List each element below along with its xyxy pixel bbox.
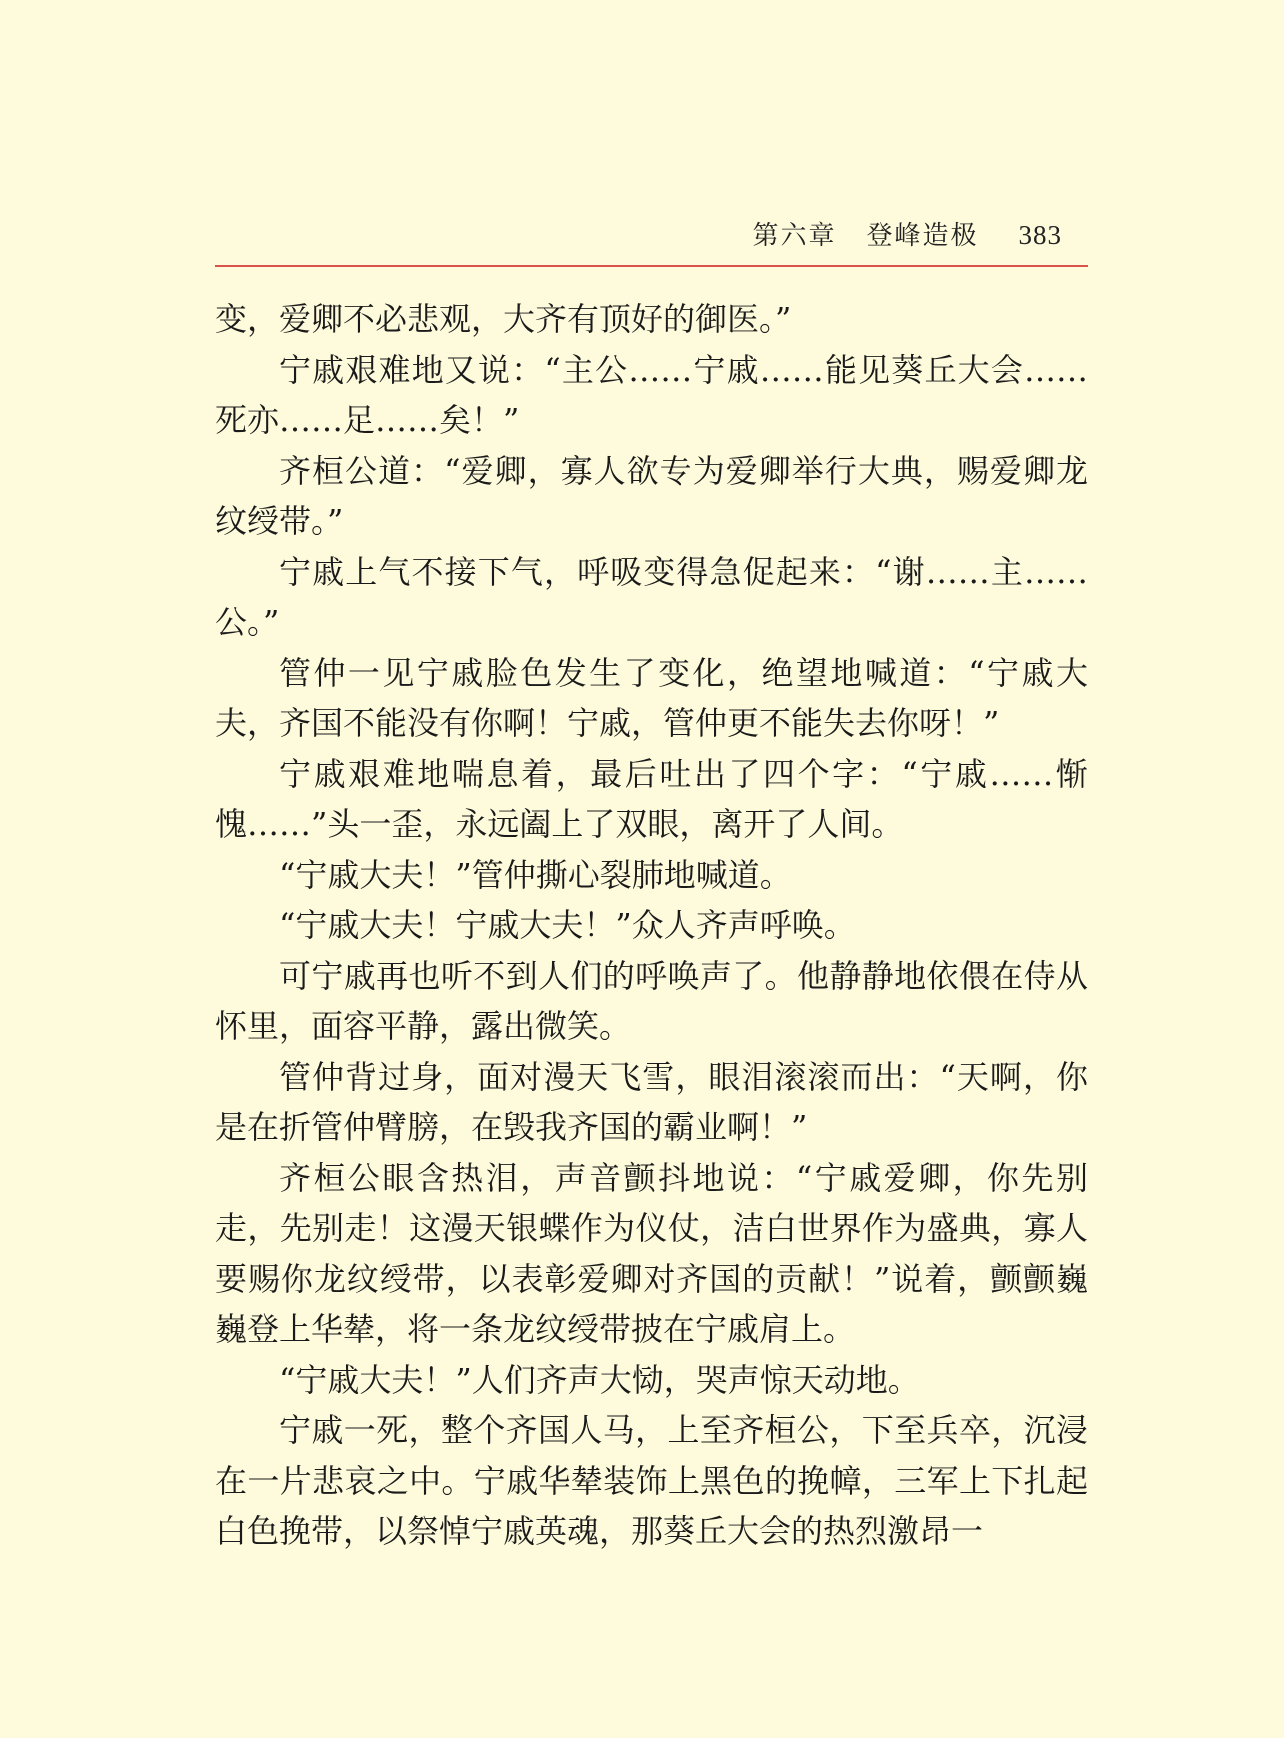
- paragraph: 变，爱卿不必悲观，大齐有顶好的御医。”: [215, 300, 792, 338]
- paragraph: 可宁戚再也听不到人们的呼唤声了。他静静地依偎在侍从怀里，面容平静，露出微笑。: [215, 956, 1088, 1045]
- chapter-label: 第六章: [752, 221, 837, 251]
- paragraph: 宁戚上气不接下气，呼吸变得急促起来：“谢……主……公。”: [215, 552, 1088, 641]
- paragraph: 宁戚艰难地又说：“主公……宁戚……能见葵丘大会……死亦……足……矣！”: [215, 350, 1088, 439]
- header-rule: [215, 265, 1088, 267]
- paragraph: 齐桓公眼含热泪，声音颤抖地说：“宁戚爱卿，你先别走，先别走！这漫天银蝶作为仪仗，洁白世界作为盛典，寡人要赐你龙纹绶带，以表彰爱卿对齐国的贡献！”说着，颤颤巍巍登上华辇，将一条龙纹绶带披在宁戚肩上。: [215, 1158, 1088, 1348]
- paragraph: “宁戚大夫！”管仲撕心裂肺地喊道。: [279, 855, 792, 894]
- body-text: [215, 294, 1088, 1557]
- paragraph: 齐桓公道：“爱卿，寡人欲专为爱卿举行大典，赐爱卿龙纹绶带。”: [215, 451, 1088, 540]
- paragraph: “宁戚大夫！”人们齐声大恸，哭声惊天动地。: [279, 1360, 920, 1399]
- paragraph: 宁戚艰难地喘息着，最后吐出了四个字：“宁戚……惭愧……”头一歪，永远阖上了双眼，离开了人间。: [215, 754, 1088, 843]
- paragraph: 宁戚一死，整个齐国人马，上至齐桓公，下至兵卒，沉浸在一片悲哀之中。宁戚华辇装饰上黑色的挽幛，三军上下扎起白色挽带，以祭悼宁戚英魂，那葵丘大会的热烈激昂一: [215, 1411, 1088, 1550]
- paragraph: “宁戚大夫！宁戚大夫！”众人齐声呼唤。: [279, 906, 856, 944]
- section-title: 登峰造极: [866, 221, 979, 251]
- paragraph: 管仲背过身，面对漫天飞雪，眼泪滚滚而出：“天啊，你是在折管仲臂膀，在毁我齐国的霸业啊！”: [215, 1057, 1088, 1146]
- paragraph: 管仲一见宁戚脸色发生了变化，绝望地喊道：“宁戚大夫，齐国不能没有你啊！宁戚，管仲更不能失去你呀！”: [215, 653, 1088, 742]
- page-number: 383: [1018, 220, 1062, 250]
- running-head: [215, 215, 1088, 255]
